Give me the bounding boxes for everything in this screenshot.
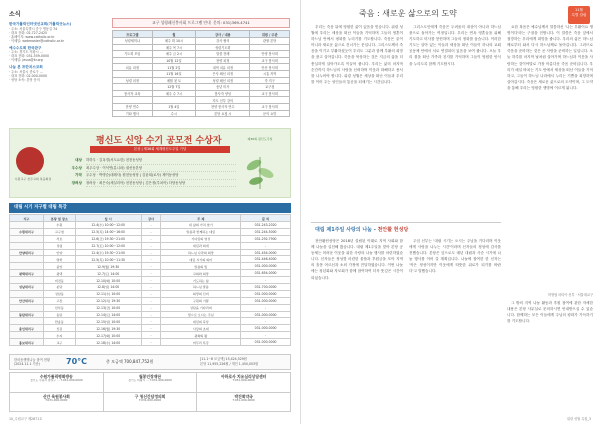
lecture-row-cell: 마무리 특강	[161, 339, 241, 346]
lecture-row-cell: 구원의 기쁨	[161, 297, 241, 304]
lecture-row-cell: 12.7(토) 10:00~12:00	[75, 242, 141, 249]
schedule-row-cell: 봉사자 교육	[113, 90, 153, 97]
contact-line: · 주소: 경기도 의왕시 ...	[9, 50, 43, 55]
lecture-table	[9, 214, 291, 346]
lecture-row	[10, 311, 291, 318]
lecture-row-cell: 중앙	[43, 263, 75, 270]
lecture-table-title: 대림 시기 지구별 대림 특강	[9, 203, 291, 213]
lecture-row-cell: 031-244-5000	[241, 228, 291, 235]
ad-grid	[9, 372, 291, 412]
lecture-row-cell: 031-700-0000	[241, 284, 291, 291]
essay-paragraph: 우리는 죽음 뒤에 영원한 삶이 있음을 믿습니다. 위령 성월에 우리는 세상을 떠난 이들을 기억하며 그들의 영혼이 하느님 안에서 평화를 누리기를 기도합니다. 죽음은 끝이 아니라 새로운 삶으로 건너가는 문입니다. 그리스도께서 죽음을 이기고 부활하셨듯이 우리도 그분과 함께 부활의 희망을 품고 살아갑니다. 죽음을 묵상하는 것은 지금의 삶을 더 충실하게 살아가도록 이끌어 줍니다. 우리는 삶의 마지막 순간까지 하느님의 사랑을 신뢰하며 이웃과 화해하고 용서를 나누어야 합니다. 위령 성월은 세상을 떠난 이들과 우리를 이어 주는 성인들의 통공을 되새기는 시간입니다.	[311, 25, 403, 84]
schedule-row	[113, 97, 290, 104]
lecture-row-cell: 하느님 말씀	[161, 284, 241, 291]
lecture-row-cell: 용인대리구	[10, 325, 44, 332]
lecture-row	[10, 228, 291, 235]
lecture-row-cell: 031-000-0000	[241, 339, 291, 346]
stats-detail-line: [11.1~8 모금액] 15,424,529원	[200, 357, 247, 361]
news-column	[507, 300, 593, 412]
schedule-row-cell: 찬양 피정	[196, 57, 250, 64]
lecture-row-cell: 말씀의 빛	[161, 263, 241, 270]
lecture-row-cell	[10, 256, 44, 263]
lecture-row-cell: -	[141, 277, 161, 284]
lecture-row-cell: 수지	[43, 332, 75, 339]
lecture-header: 강사	[141, 215, 161, 222]
schedule-row-cell: 교구 봉사회	[250, 57, 290, 64]
lecture-row-cell: 비전동	[43, 277, 75, 284]
essay-signature: 허영엽 마티아 신부 · 서울대교구	[547, 293, 593, 297]
section-title: 소식	[9, 11, 21, 18]
lecture-row-cell: -	[141, 228, 161, 235]
lecture-row	[10, 318, 291, 325]
schedule-row-cell: 기타 행사	[113, 110, 153, 117]
essay-column	[409, 24, 501, 220]
lecture-row-cell: 12.9(월) 19:30	[75, 263, 141, 270]
schedule-row-cell: 성령기도회	[196, 44, 250, 51]
lecture-row	[10, 284, 291, 291]
schedule-row-cell: 11월 16일	[152, 70, 196, 77]
schedule-row-cell: 각 지구	[250, 77, 290, 84]
stats-label-line: 한마음생명나눔 참여 현황	[14, 358, 50, 362]
lecture-row-cell: 12.5(목) 10:00~11:30	[75, 256, 141, 263]
schedule-row	[113, 84, 290, 91]
lecture-row-cell: 성남대리구	[10, 284, 44, 291]
schedule-row-cell: 말씀 전례	[196, 51, 250, 58]
lecture-row-cell: 12.14(토) 14:00	[75, 311, 141, 318]
lecture-row-cell: 수원대리구	[10, 228, 44, 235]
schedule-row-cell: 수시	[152, 110, 196, 117]
lecture-row-cell: 수원	[43, 222, 75, 229]
winner-item: 하하우 · 김옥경(서도요한) 천천동성당	[86, 157, 236, 165]
ad-desc: 경기도 수원시 팔달구 ... T.031-000-0000	[30, 379, 83, 382]
lecture-row-cell: -	[141, 339, 161, 346]
lecture-row	[10, 222, 291, 229]
lecture-row-cell: 12.5(목) 14:00~16:00	[75, 228, 141, 235]
schedule-row-cell: 찬양 연수	[113, 103, 153, 110]
stats-temperature: 70°C	[66, 357, 88, 366]
lecture-row-cell: 031-243-2020	[241, 222, 291, 229]
essay-column	[507, 24, 593, 324]
news-paragraph: 주임 신부는 '대림 시기는 오시는 주님을 기다리며 이웃에게 사랑을 나누는 시간'이라며 신자들의 정성에 감사를 전했습니다. 본당은 앞으로도 매년 대림과 사순 시기에 나눔 행사를 이어 갈 계획입니다. 나눔에 참여한 한 신자는 '작은 정성이지만 이웃에게 따뜻한 위로가 되기를 바란다'고 말했습니다.	[409, 239, 501, 274]
schedule-header: 강사 / 내용	[196, 31, 250, 38]
contact-line: · 대표 전화: 02-000-0000	[9, 73, 47, 78]
lecture-row-cell: 031-292-7900	[241, 235, 291, 242]
schedule-row-cell: 성령세미나	[113, 38, 153, 45]
news-paragraph: 그 밖의 지역 나눔 활동과 후원 참여에 관한 자세한 내용은 본당 사무실로 문의하시면 안내받으실 수 있습니다. 함께하는 모든 이들에게 주님의 평화가 가득하기를 기도합니다.	[507, 301, 593, 324]
banner-headline: 평신도 신앙 수기 공모전 수상자	[96, 136, 222, 146]
ad-title: 구 청신간담정의회	[134, 393, 166, 399]
schedule-row-cell: 봉사자 양성	[196, 90, 250, 97]
schedule-row-cell	[113, 70, 153, 77]
lecture-row-cell: -	[141, 249, 161, 256]
contact-line: · 대표 전화: 031-559-0000	[9, 54, 50, 59]
schedule-row-cell: 내적 치유 피정	[196, 64, 250, 71]
lecture-row-cell: -	[141, 222, 161, 229]
schedule-row-cell: 매주 목 7시	[152, 44, 196, 51]
lecture-row-cell: 12.4(수) 10:00~12:00	[75, 222, 141, 229]
banner-subline: 본상 | 제36회 세계평신도주일 기념	[90, 146, 230, 153]
lecture-row-cell	[10, 290, 44, 297]
contact-line: · 홈페이지: www.catholic.or.kr	[9, 34, 55, 39]
lecture-row-cell: -	[141, 318, 161, 325]
schedule-row-cell: 치유 피정	[113, 64, 153, 71]
essay-paragraph: 요한 복음은 예수님께서 말씀하신 '나는 부활이요 생명이다'라는 구절을 전합니다. 이 말씀은 죽음 앞에서 절망하는 우리에게 희망을 줍니다. 우리의 삶은 하느님께로부터 와서 다시 하느님께로 돌아갑니다. 그러므로 죽음을 준비하는 것은 곧 사랑을 준비하는 일입니다. 오늘 하루를 마지막 날처럼 살아가며 하느님과 이웃을 사랑하는 것이야말로 가장 아름다운 죽음 준비입니다. 우리가 매일 바치는 기도 안에서 세상을 떠난 이들을 기억하고, 그들이 하느님 나라에서 누리는 기쁨을 희망하며 살아갑시다. 죽음은 새로운 삶으로의 도약이며, 그 도약을 통해 우리는 영원한 생명에 이르게 됩니다.	[507, 25, 593, 90]
lecture-row-cell: 교구	[43, 339, 75, 346]
contact-line: · 이메일: webmaster@catholic.or.kr	[9, 38, 64, 43]
lecture-row-cell: 서호	[43, 235, 75, 242]
news-title	[315, 226, 408, 233]
lecture-header: 문 의	[241, 215, 291, 222]
schedule-row	[113, 90, 290, 97]
lecture-row-cell: -	[141, 325, 161, 332]
stats-label-line: (2024.11.1 기준)	[14, 362, 40, 367]
schedule-row-cell	[113, 57, 153, 64]
lecture-row-cell: 희망의 신비	[161, 290, 241, 297]
schedule-row-cell: 12월 7일	[152, 84, 196, 91]
diocese-logo-icon	[16, 147, 44, 175]
winner-item: 최우수상 · 이석연(분니파) 권선동본당	[86, 165, 236, 173]
lecture-row-cell: 반송동	[43, 318, 75, 325]
stats-detail	[200, 357, 258, 367]
lecture-row-cell: 12.11(수) 10:00	[75, 290, 141, 297]
lecture-row	[10, 256, 291, 263]
lecture-row-cell	[10, 263, 44, 270]
lecture-row-cell: -	[241, 318, 291, 325]
news-column	[409, 238, 501, 412]
lecture-row	[10, 290, 291, 297]
lecture-row-cell: -	[141, 284, 161, 291]
schedule-row-cell: 교구 봉사회	[250, 90, 290, 97]
ad-desc: T.031-000-0000	[45, 398, 68, 402]
lecture-row-cell: 대림 시기의 의미	[161, 256, 241, 263]
award-labels	[60, 157, 82, 187]
schedule-row-cell	[113, 84, 153, 91]
lecture-row-cell: -	[141, 263, 161, 270]
schedule-row-cell	[152, 97, 196, 104]
lecture-row-cell: 성탄을 기다리며	[161, 304, 241, 311]
contact-line: · 대표 전화: 02-727-2425	[9, 30, 47, 35]
lecture-row-cell: 12.12(목) 19:30	[75, 297, 141, 304]
lecture-row-cell: -	[141, 332, 161, 339]
essay-column	[311, 24, 403, 220]
schedule-row-cell: 매월 첫 토	[152, 77, 196, 84]
stats-label	[14, 358, 62, 367]
lecture-row-cell: -	[141, 235, 161, 242]
lecture-row-cell: 기도하는 삶	[161, 277, 241, 284]
lecture-row-cell: -	[141, 304, 161, 311]
ad-desc: T.031-000-0000	[232, 398, 255, 402]
contact-block	[9, 22, 107, 43]
lecture-header: 주 제	[161, 215, 241, 222]
contact-block	[9, 65, 107, 82]
lecture-row-cell: 성남동	[43, 290, 75, 297]
lecture-row-cell: -	[141, 290, 161, 297]
schedule-row	[113, 51, 290, 58]
award-banner	[9, 128, 291, 198]
schedule-row-cell: 안산 봉사회	[250, 64, 290, 71]
lecture-row-cell: -	[241, 332, 291, 339]
schedule-row-cell: 문의 요망	[250, 110, 290, 117]
schedule-row-cell: 성령 피정	[113, 77, 153, 84]
lecture-row-cell: -	[141, 297, 161, 304]
divider	[311, 222, 501, 223]
contact-block	[9, 46, 107, 63]
ad-card	[197, 373, 290, 392]
schedule-row-cell: 매주 화 10시	[152, 38, 196, 45]
ad-desc: T.031-000-0000	[232, 379, 255, 382]
news-paragraph: 천안활헌성당은 2018년 설립된 이래로 지역 사회와 함께 나눔을 실천해 왔습니다. 대림 제1주일을 맞아 본당 공동체는 어려운 이웃을 위한 사랑의 나눔 행사를 마련하였습니다. 신자들은 정성껏 마련한 물품과 후원금을 모아 지역의 홀몸 어르신과 소외 가정에 전달하였습니다. 이번 나눔에는 청년회와 자모회가 함께 참여하여 더욱 뜻깊은 시간이 되었습니다.	[311, 239, 403, 280]
lecture-row	[10, 339, 291, 346]
donation-stats	[9, 354, 291, 370]
schedule-phone: 문의: 031)369-4741	[213, 20, 250, 25]
lecture-row-cell: 031-000-0000	[241, 311, 291, 318]
lecture-row-cell: 안양	[43, 249, 75, 256]
lecture-row-cell: 12.17(화) 10:00	[75, 332, 141, 339]
contact-line: · 주소: 서울시 종로구 ...	[9, 69, 43, 74]
award-label: 우수상	[71, 165, 82, 170]
ad-title: 박진회약국	[234, 393, 253, 399]
badge-line: 11월	[574, 8, 584, 12]
ad-card	[10, 393, 103, 412]
essay-title: 죽음 : 새로운 삶으로의 도약	[359, 9, 457, 18]
news-column	[311, 238, 403, 412]
lecture-row-cell: -	[241, 277, 291, 284]
essay-badge	[568, 6, 590, 24]
schedule-row-cell: 시흥 지역	[250, 70, 290, 77]
lecture-row	[10, 332, 291, 339]
ad-desc: 경기도 의왕시 ... T.031-000-0000	[128, 379, 172, 382]
schedule-row	[113, 103, 290, 110]
lecture-row-cell: 신갈	[43, 325, 75, 332]
lecture-row-cell: 12.7(토) 14:00	[75, 270, 141, 277]
schedule-table	[112, 30, 290, 117]
lecture-row-cell: 성령	[43, 242, 75, 249]
winner-list	[86, 157, 236, 187]
schedule-row	[113, 77, 290, 84]
ad-card	[104, 393, 197, 412]
schedule-row	[113, 38, 290, 45]
lecture-row-cell	[10, 222, 44, 229]
schedule-row-cell: 송년 미사	[196, 84, 250, 91]
right-page	[300, 0, 600, 424]
lecture-row	[10, 325, 291, 332]
lecture-row-cell: 빛으로 오시는 주님	[161, 311, 241, 318]
lecture-row	[10, 235, 291, 242]
lecture-row-cell: -	[141, 311, 161, 318]
schedule-row-cell: 교구 봉사회	[250, 103, 290, 110]
schedule-row-cell: 매주 수 7시	[152, 90, 196, 97]
banner-badge: 제36회 평신도주일	[247, 137, 273, 141]
lecture-row-cell: 12.8(일) 14:00	[75, 284, 141, 291]
ad-title: 월봉인장재단	[138, 374, 161, 379]
lecture-header: 지구	[10, 215, 44, 222]
lecture-row-cell: 12.6(금) 19:30~21:00	[75, 235, 141, 242]
lecture-row-cell: 031-000-0000	[241, 325, 291, 332]
schedule-row	[113, 110, 290, 117]
lecture-row-cell: 대림과 회개	[161, 242, 241, 249]
lecture-row	[10, 277, 291, 284]
schedule-header: 월	[152, 31, 196, 38]
lecture-row-cell: 안양대리구	[10, 249, 44, 256]
lecture-row-cell: 12.18(수) 14:00	[75, 339, 141, 346]
news-title-text: 대림 제1주일 사랑의 나눔 -	[315, 227, 378, 233]
schedule-row-cell: 1월 4일	[152, 103, 196, 110]
schedule-row	[113, 57, 290, 64]
schedule-title-text: 교구 성령쇄신봉사회 프로그램 안내	[152, 20, 211, 25]
lecture-row-cell: 명학	[43, 256, 75, 263]
lecture-row-cell: 12.10(화) 10:00	[75, 277, 141, 284]
lecture-row-cell: 031-000-0000	[241, 263, 291, 270]
schedule-header: 프로그램	[113, 31, 153, 38]
contact-line: · 성당 소속: 본당 문의	[9, 77, 40, 82]
leaf-decoration-icon	[242, 151, 278, 191]
schedule-row-cell: 강사 협의	[196, 38, 250, 45]
lecture-row-cell: 031-654-0000	[241, 270, 291, 277]
schedule-row-cell: 10월 12일	[152, 57, 196, 64]
lecture-row-cell: 평택대리구	[10, 270, 44, 277]
schedule-row-cell: 찬양 봉사자 연수	[196, 103, 250, 110]
ad-title: 아하로사 치유심리상담센터	[220, 374, 267, 379]
schedule-row	[113, 70, 290, 77]
lecture-row-cell: 평택	[43, 270, 75, 277]
lecture-row-cell: -	[141, 242, 161, 249]
schedule-row-cell	[250, 44, 290, 51]
lecture-row-cell	[10, 242, 44, 249]
award-label: 가작	[75, 173, 82, 178]
lecture-row-cell: 기다림의 영성	[161, 235, 241, 242]
schedule-row-cell: 매주 금 2시	[152, 51, 196, 58]
schedule-row-cell	[113, 44, 153, 51]
lecture-row-cell: 031-446-4000	[241, 256, 291, 263]
schedule-row-cell: 지도 신부 강의	[196, 97, 250, 104]
lecture-row-cell	[10, 304, 44, 311]
schedule-row-cell	[113, 97, 153, 104]
lecture-row	[10, 249, 291, 256]
lecture-row-cell	[10, 318, 44, 325]
lecture-row-cell: 031-454-0000	[241, 249, 291, 256]
lecture-row-cell: 고잔	[43, 297, 75, 304]
award-label: 장려상	[71, 180, 82, 185]
schedule-title	[112, 18, 290, 28]
contact-org: 나눔 본 프란치스코회	[9, 65, 43, 70]
schedule-header: 위원 / 주관	[250, 31, 290, 38]
ad-card	[197, 393, 290, 412]
lecture-row	[10, 270, 291, 277]
contact-org: 예수수도회 한국관구	[9, 45, 42, 50]
winner-item: 우수상 · 박명순(데레사) 원천동성당 | 김윤희(로사) 제이동성당	[86, 172, 236, 180]
lecture-row-cell: 동탄	[43, 311, 75, 318]
lecture-row	[10, 304, 291, 311]
lecture-row-cell: 대림의 묵상	[161, 318, 241, 325]
contact-org: 한국가톨릭인터넷선교회(가톨릭굿뉴스)	[9, 22, 72, 26]
lecture-row-cell: 12.16(월) 19:30	[75, 325, 141, 332]
schedule-row-cell: 기도회 모임	[113, 51, 153, 58]
badge-line: 특별 칼럼	[571, 12, 587, 17]
winner-item: 장려상 · 최은숙(세실리아) 천천동성당 | 김은정(루치아) 다당동성당	[86, 180, 236, 188]
stats-total: 총 모금액 700,847,752원	[106, 359, 154, 364]
lecture-row-cell: 내 삶의 가치 찾기	[161, 222, 241, 229]
logo-caption: 수원교구 천주교회 복음화실	[14, 177, 52, 181]
schedule-row-cell: 성령 쇄신 피정	[196, 77, 250, 84]
lecture-row-cell: 동탄대리구	[10, 311, 44, 318]
lecture-row-cell: 안산대리구	[10, 297, 44, 304]
schedule-row	[113, 44, 290, 51]
contact-line: · 주소: 서울특별시 중구 명동길 74	[9, 26, 58, 31]
ad-desc: T.031-000-0000	[138, 398, 162, 402]
schedule-row-cell: 교구청	[250, 84, 290, 91]
news-title-parish: 천안활 헌성당	[377, 227, 409, 233]
lecture-row-cell: 12.13(금) 10:00	[75, 304, 141, 311]
lecture-row-cell: -	[241, 304, 291, 311]
schedule-row-cell: 11월 2일	[152, 64, 196, 71]
lecture-row-cell: -	[141, 270, 161, 277]
ad-card	[10, 373, 103, 392]
stats-detail-line: 본당 11,955,226원 / 개인 1,450,003원	[200, 362, 259, 366]
lecture-row-cell: 12.4(수) 19:30~21:00	[75, 249, 141, 256]
lecture-row	[10, 263, 291, 270]
lecture-row-cell: 교회와 희망	[161, 270, 241, 277]
contact-list	[9, 19, 107, 82]
essay-paragraph: 그리스도인에게 죽음은 두려움의 대상이 아니라 하느님 품으로 돌아가는 여정입니다. 우리는 연옥 영혼들을 위해 기도하고 미사를 봉헌하며 그들의 정화를 돕습니다. 이러한 기도는 살아 있는 이들과 세상을 떠난 이들이 하나의 교회 공동체 안에서 서로 연결되어 있음을 보여 줍니다. 오늘 우리 곁을 떠난 가족과 친지를 기억하며 그들이 영원한 안식을 누리도록 함께 기도합시다.	[409, 25, 501, 66]
ad-title: 수원가톨릭평화방송	[39, 374, 73, 379]
lecture-header: 본당 및 장소	[43, 215, 75, 222]
lecture-row-cell: 12.15(일) 10:00	[75, 318, 141, 325]
contact-line: · 이메일: jesus@kr.org	[9, 58, 43, 63]
ad-card	[104, 373, 197, 392]
page-footer: 위령 성월 특집_3	[566, 417, 591, 421]
lecture-row	[10, 297, 291, 304]
lecture-row-cell: 홍보대리구	[10, 339, 44, 346]
schedule-row-cell: 관할 본당	[250, 38, 290, 45]
lecture-row-cell: 평화의 왕	[161, 332, 241, 339]
schedule-row	[113, 64, 290, 71]
schedule-row-cell: 본당 요청 시	[196, 110, 250, 117]
page-footer: 10_수원교구 제2871호	[9, 417, 43, 421]
lecture-row-cell: 선부동	[43, 304, 75, 311]
lecture-row	[10, 242, 291, 249]
schedule-row-cell: 은사 쇄신 피정	[196, 70, 250, 77]
lecture-row-cell: 말씀과 함께하는 대림	[161, 228, 241, 235]
lecture-header: 일 시	[75, 215, 141, 222]
lecture-row-cell	[10, 332, 44, 339]
lecture-row-cell: -	[141, 256, 161, 263]
lecture-row-cell	[10, 235, 44, 242]
lecture-row-cell: 사랑의 초대	[161, 325, 241, 332]
lecture-row-cell: 분당	[43, 284, 75, 291]
schedule-row-cell: 안양 봉사회	[250, 51, 290, 58]
lecture-row-cell: -	[241, 242, 291, 249]
lecture-row-cell: 하느님 나라의 희망	[161, 249, 241, 256]
schedule-row-cell	[250, 97, 290, 104]
ad-title: 신안 육원봉사회	[42, 393, 70, 399]
lecture-row-cell	[10, 277, 44, 284]
lecture-row-cell: 교구청	[43, 228, 75, 235]
lecture-row-cell: 031-000-0000	[241, 297, 291, 304]
award-label: 대상	[75, 158, 82, 162]
lecture-row-cell: 031-000-0000	[241, 290, 291, 297]
